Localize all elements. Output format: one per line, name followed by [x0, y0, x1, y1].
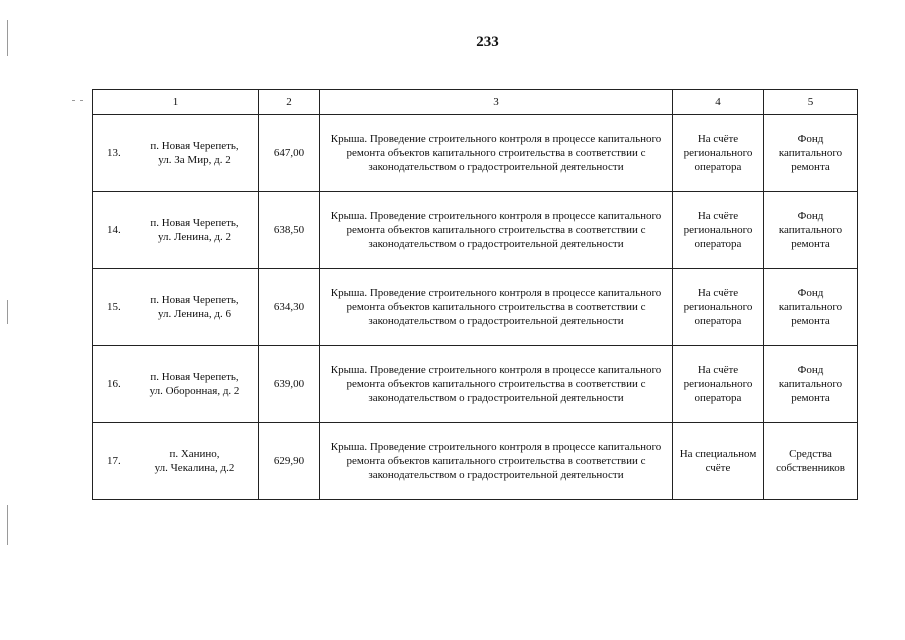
address-line: п. Новая Черепеть, — [150, 371, 239, 383]
work-description-cell: Крыша. Проведение строительного контроля в процессе капитального ремонта объектов капитального строительства в соответствии с законодательством о градостроительной деятельности — [320, 115, 673, 192]
repair-schedule-table — [92, 89, 858, 500]
column-header-4: 4 — [673, 90, 764, 115]
column-header-3: 3 — [320, 90, 673, 115]
row-number: 13. — [107, 147, 121, 159]
funding-source-cell: Фонд капитального ремонта — [764, 192, 858, 269]
address-line: ул. Ленина, д. 6 — [158, 308, 231, 320]
table-row — [93, 115, 858, 192]
row-number: 14. — [107, 224, 121, 236]
address-line: ул. За Мир, д. 2 — [158, 154, 231, 166]
column-header-1: 1 — [93, 90, 259, 115]
account-cell: На специальном счёте — [673, 423, 764, 500]
table-row — [93, 192, 858, 269]
address-cell — [93, 269, 259, 346]
account-cell: На счёте регионального оператора — [673, 269, 764, 346]
address-cell — [93, 423, 259, 500]
area-cell: 634,30 — [259, 269, 320, 346]
row-number: 16. — [107, 378, 121, 390]
address-line: п. Ханино, — [169, 448, 220, 460]
table-row — [93, 423, 858, 500]
address-line: п. Новая Черепеть, — [150, 294, 239, 306]
column-header-2: 2 — [259, 90, 320, 115]
address-cell — [93, 346, 259, 423]
work-description-cell: Крыша. Проведение строительного контроля в процессе капитального ремонта объектов капитального строительства в соответствии с законодательством о градостроительной деятельности — [320, 423, 673, 500]
funding-source-cell: Фонд капитального ремонта — [764, 269, 858, 346]
funding-source-cell: Средства собственников — [764, 423, 858, 500]
address-cell — [93, 192, 259, 269]
row-number: 17. — [107, 455, 121, 467]
work-description-cell: Крыша. Проведение строительного контроля в процессе капитального ремонта объектов капитального строительства в соответствии с законодательством о градостроительной деятельности — [320, 192, 673, 269]
row-number: 15. — [107, 301, 121, 313]
address-cell — [93, 115, 259, 192]
table-row — [93, 269, 858, 346]
scan-artifact — [80, 100, 83, 101]
area-cell: 629,90 — [259, 423, 320, 500]
funding-source-cell: Фонд капитального ремонта — [764, 115, 858, 192]
page-number: 233 — [476, 34, 499, 50]
address-line: ул. Ленина, д. 2 — [158, 231, 231, 243]
table-row — [93, 346, 858, 423]
area-cell: 647,00 — [259, 115, 320, 192]
work-description-cell: Крыша. Проведение строительного контроля в процессе капитального ремонта объектов капитального строительства в соответствии с законодательством о градостроительной деятельности — [320, 346, 673, 423]
account-cell: На счёте регионального оператора — [673, 192, 764, 269]
account-cell: На счёте регионального оператора — [673, 346, 764, 423]
column-header-5: 5 — [764, 90, 858, 115]
funding-source-cell: Фонд капитального ремонта — [764, 346, 858, 423]
table-header-row — [93, 90, 858, 115]
scan-artifact — [7, 505, 8, 545]
account-cell: На счёте регионального оператора — [673, 115, 764, 192]
address-line: п. Новая Черепеть, — [150, 140, 239, 152]
scan-artifact — [7, 300, 8, 324]
scan-artifact — [72, 100, 75, 101]
address-line: ул. Оборонная, д. 2 — [149, 385, 240, 397]
area-cell: 639,00 — [259, 346, 320, 423]
area-cell: 638,50 — [259, 192, 320, 269]
address-line: ул. Чекалина, д.2 — [154, 462, 235, 474]
address-line: п. Новая Черепеть, — [150, 217, 239, 229]
work-description-cell: Крыша. Проведение строительного контроля в процессе капитального ремонта объектов капитального строительства в соответствии с законодательством о градостроительной деятельности — [320, 269, 673, 346]
